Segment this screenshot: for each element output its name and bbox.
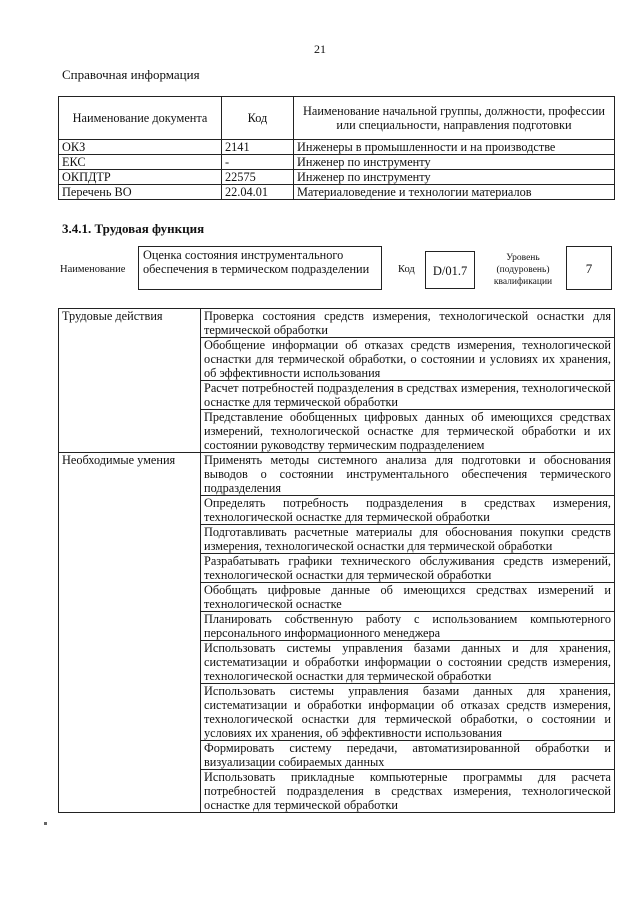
function-code-box: D/01.7	[425, 251, 475, 289]
labor-actions-item: Представление обобщенных цифровых данных об имеющихся средствах измерений, технологической оснастке для термической обработки и их состоянии руководству термическим подразделением	[201, 410, 615, 453]
skills-item: Использовать прикладные компьютерные программы для расчета потребностей подразделения в средствах измерения, технологической оснастке для термической обработки	[201, 770, 615, 813]
header-document-name: Наименование документа	[59, 97, 222, 140]
labor-actions-label: Трудовые действия	[59, 309, 201, 453]
cell: Перечень ВО	[59, 185, 222, 200]
page-number: 21	[314, 42, 326, 56]
section-title: 3.4.1. Трудовая функция	[62, 221, 205, 236]
cell: ЕКС	[59, 155, 222, 170]
skills-item: Подготавливать расчетные материалы для обоснования покупки средств измерения, технологической оснастки для термической обработки	[201, 525, 615, 554]
scan-mark	[44, 822, 47, 825]
table-row	[59, 155, 615, 170]
reference-header-row	[59, 97, 615, 140]
skills-item: Использовать системы управления базами данных для хранения, систематизации и обработки информации об отказах средств измерения, технологической оснастки для термической обработки, о состоянии и условиях их хранения, об эффективности использования	[201, 684, 615, 741]
cell: Инженер по инструменту	[294, 170, 615, 185]
function-code-label: Код	[398, 264, 415, 275]
skills-item: Планировать собственную работу с использованием компьютерного персонального информационного менеджера	[201, 612, 615, 641]
labor-actions-item: Проверка состояния средств измерения, технологической оснастки для термической обработки	[201, 309, 615, 338]
header-group-name: Наименование начальной группы, должности, профессии или специальности, направления подготовки	[294, 97, 615, 140]
table-row	[59, 170, 615, 185]
skills-item: Использовать системы управления базами данных и для хранения, систематизации и обработки информации о состоянии средств измерения, технологической оснастки для термической обработки	[201, 641, 615, 684]
cell: 22.04.01	[222, 185, 294, 200]
function-name-label: Наименование	[60, 264, 126, 275]
skills-label: Необходимые умения	[59, 453, 201, 813]
cell: 2141	[222, 140, 294, 155]
cell: Инженер по инструменту	[294, 155, 615, 170]
labor-actions-item: Обобщение информации об отказах средств измерения, технологической оснастки для термической обработки, о состоянии и условиях их хранения, об эффективности использования	[201, 338, 615, 381]
skills-item: Разрабатывать графики технического обслуживания средств измерений, технологической оснастки для термической обработки	[201, 554, 615, 583]
table-row	[59, 185, 615, 200]
labor-actions-row	[59, 309, 615, 338]
cell: -	[222, 155, 294, 170]
skills-item: Обобщать цифровые данные об имеющихся средствах измерений и технологической оснастке	[201, 583, 615, 612]
skills-item: Формировать систему передачи, автоматизированной обработки и визуализации собираемых данных	[201, 741, 615, 770]
cell: 22575	[222, 170, 294, 185]
cell: Инженеры в промышленности и на производстве	[294, 140, 615, 155]
skills-row	[59, 453, 615, 496]
reference-title: Справочная информация	[62, 67, 200, 82]
labor-function-table	[58, 308, 615, 813]
reference-table	[58, 96, 615, 200]
function-name-box: Оценка состояния инструментального обеспечения в термическом подразделении	[138, 246, 382, 290]
qualification-level-label: Уровень (подуровень) квалификации	[493, 253, 553, 287]
cell: Материаловедение и технологии материалов	[294, 185, 615, 200]
qualification-level-box: 7	[566, 246, 612, 290]
cell: ОКПДТР	[59, 170, 222, 185]
skills-item: Определять потребность подразделения в средствах измерения, технологической оснастке для термической обработки	[201, 496, 615, 525]
skills-item: Применять методы системного анализа для подготовки и обоснования выводов о состоянии инструментального обеспечения термического подразделения	[201, 453, 615, 496]
labor-actions-item: Расчет потребностей подразделения в средствах измерения, технологической оснастке для термической обработки	[201, 381, 615, 410]
cell: ОКЗ	[59, 140, 222, 155]
header-code: Код	[222, 97, 294, 140]
table-row	[59, 140, 615, 155]
